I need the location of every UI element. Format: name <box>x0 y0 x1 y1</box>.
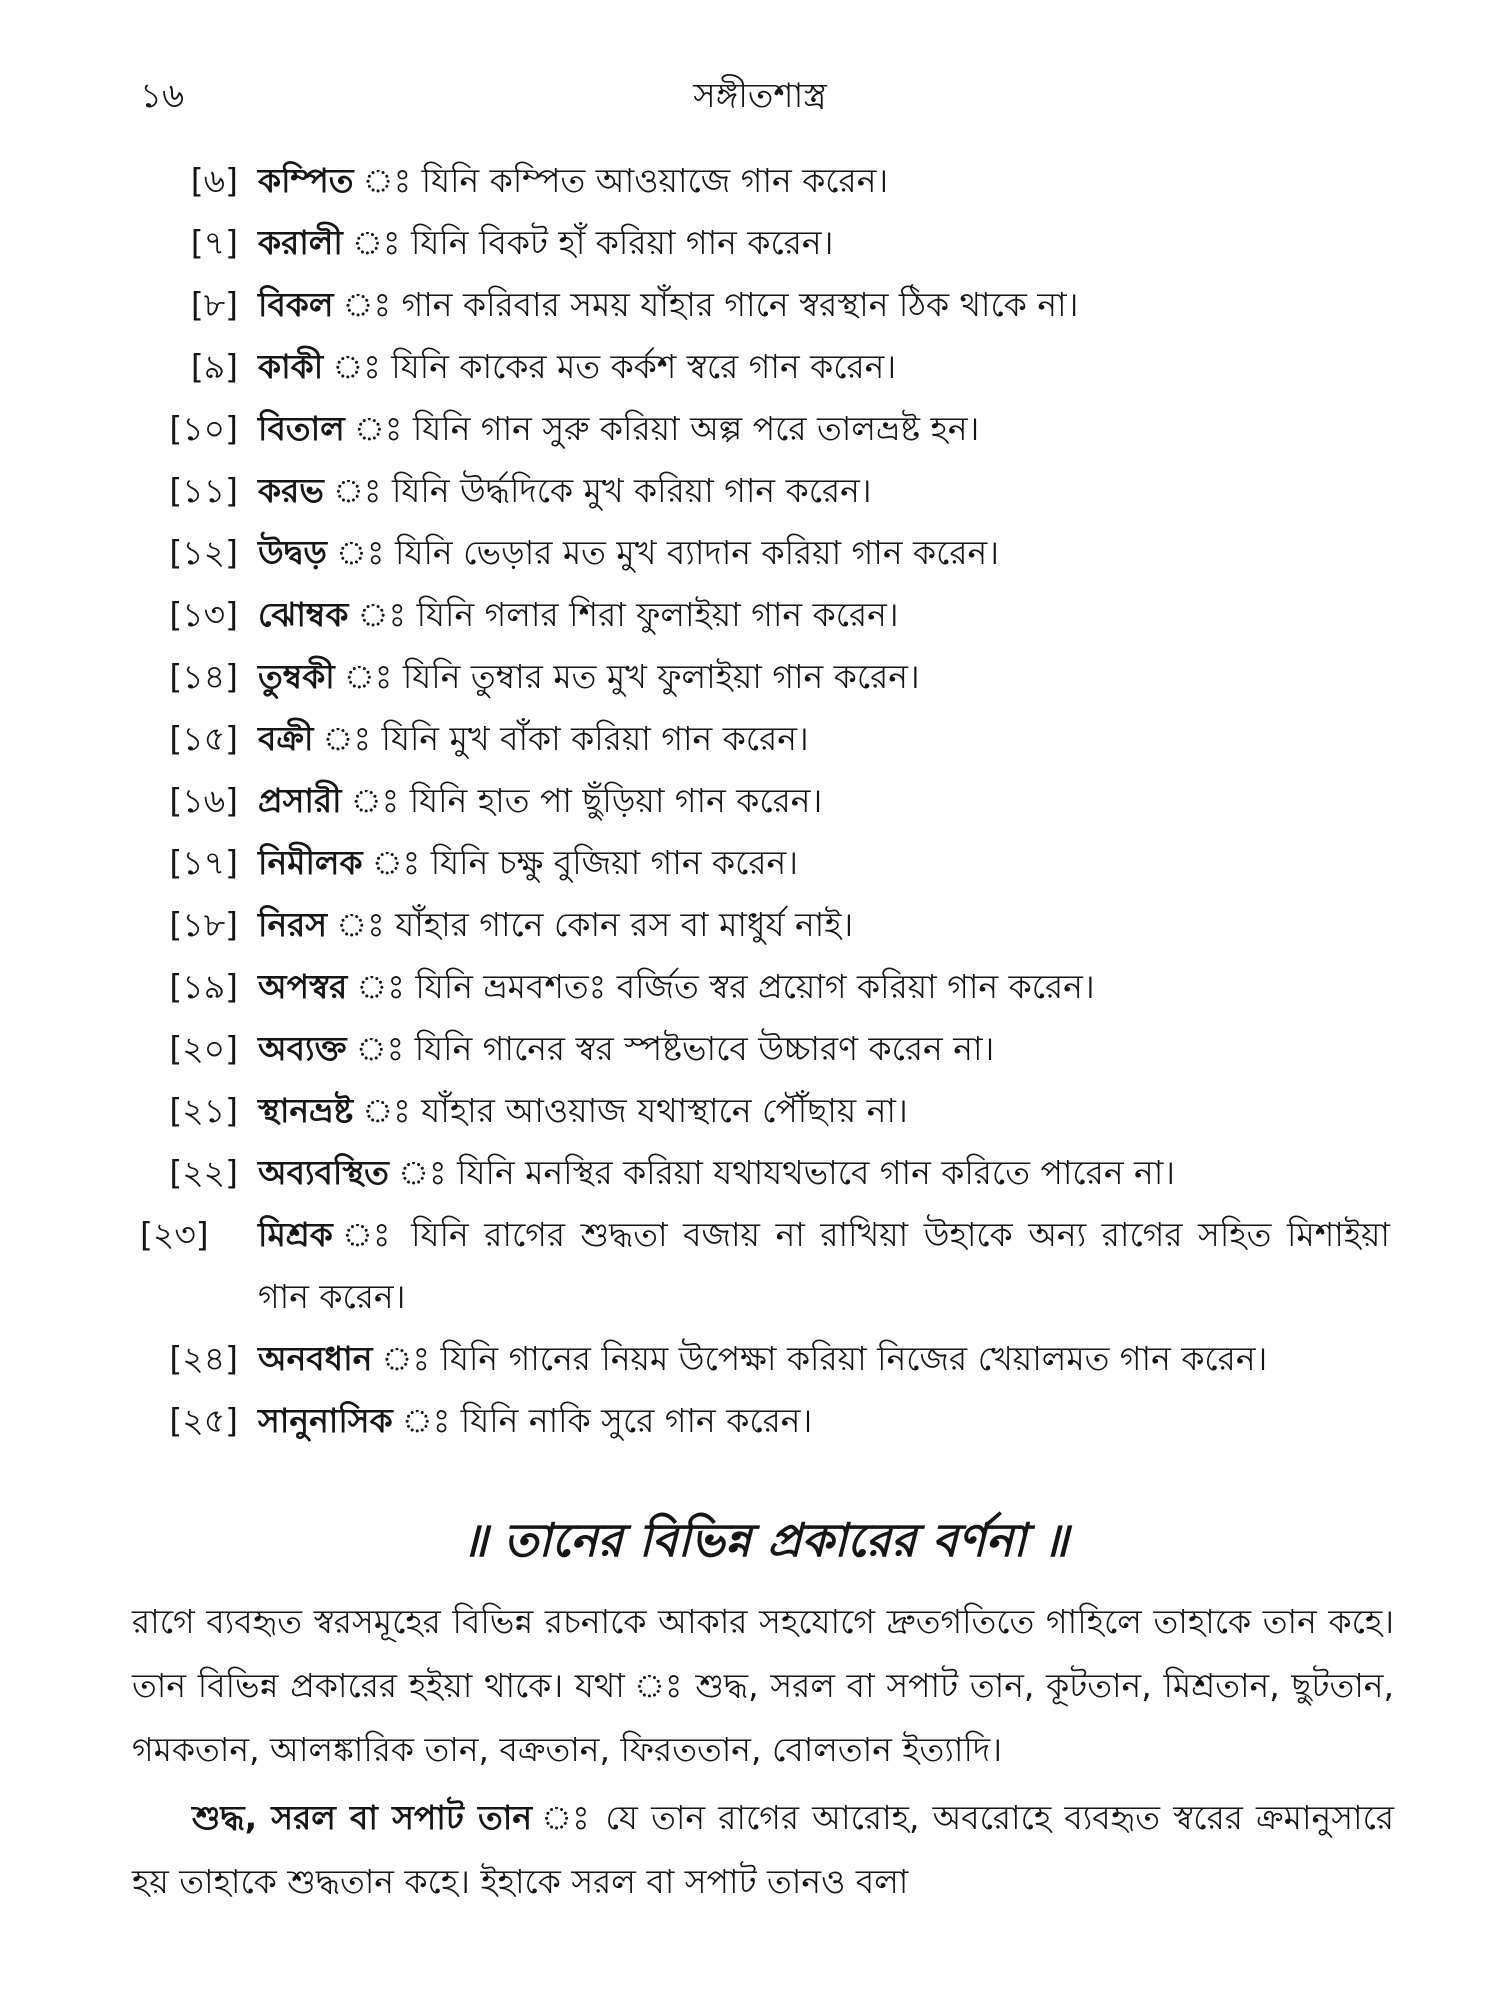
list-item <box>140 398 1390 460</box>
list-item <box>140 894 1390 956</box>
item-number: [১৫] <box>169 719 238 758</box>
page-header <box>140 66 1380 126</box>
paragraph-term: শুদ্ধ, সরল বা সপাট তান <box>192 1798 533 1837</box>
item-text: ঃ যিনি তুম্বার মত মুখ ফুলাইয়া গান করেন। <box>334 657 920 696</box>
list-item <box>140 1080 1390 1142</box>
item-number: [৯] <box>190 347 238 386</box>
item-number: [৬] <box>190 161 238 200</box>
list-item <box>140 1328 1390 1390</box>
list-item <box>140 770 1390 832</box>
item-text: ঃ যিনি ভ্রমবশতঃ বর্জিত স্বর প্রয়োগ করিয়া গান করেন। <box>347 967 1095 1006</box>
item-term: ঝোম্বক <box>258 595 349 634</box>
item-number: [১৪] <box>169 657 238 696</box>
item-number: [১৩] <box>169 595 238 634</box>
item-term: কাকী <box>258 347 324 386</box>
list-item <box>140 1204 1390 1328</box>
item-text: ঃ যিনি কাকের মত কর্কশ স্বরে গান করেন। <box>323 347 897 386</box>
list-item <box>140 1018 1390 1080</box>
item-text: ঃ যিনি গানের স্বর স্পষ্টভাবে উচ্চারণ করেন না। <box>346 1029 995 1068</box>
list-item <box>140 646 1390 708</box>
item-term: বক্রী <box>258 719 314 758</box>
paragraph-text: ঃ যে তান রাগের আরোহ, অবরোহে ব্যবহৃত স্বরের ক্রমানুসারে হয় তাহাকে শুদ্ধতান কহে। ইহাকে সরল বা সপাট তানও বলা <box>132 1798 1395 1901</box>
list-item <box>140 832 1390 894</box>
item-term: বিকল <box>258 285 334 324</box>
item-term: বিতাল <box>258 409 345 448</box>
item-number: [২৫] <box>169 1401 238 1440</box>
item-term: অব্যবস্থিত <box>258 1153 389 1192</box>
item-number: [২২] <box>169 1153 238 1192</box>
list-item <box>140 956 1390 1018</box>
list-item <box>140 708 1390 770</box>
item-text: ঃ যিনি নাকি সুরে গান করেন। <box>392 1401 813 1440</box>
item-text: ঃ যিনি রাগের শুদ্ধতা বজায় না রাখিয়া উহাকে অন্য রাগের সহিত মিশাইয়া গান করেন। <box>258 1215 1390 1316</box>
item-term: নিরস <box>258 905 328 944</box>
list-item <box>140 1390 1390 1452</box>
item-term: কম্পিত <box>258 161 354 200</box>
item-text: ঃ যিনি গলার শিরা ফুলাইয়া গান করেন। <box>348 595 899 634</box>
paragraph: রাগে ব্যবহৃত স্বরসমূহের বিভিন্ন রচনাকে আকার সহযোগে দ্রুতগতিতে গাহিলে তাহাকে তান কহে। তান বিভিন্ন প্রকারের হইয়া থাকে। যথা ঃ শুদ্ধ, সরল বা সপাট তান, কূটতান, মিশ্রতান, ছুটতান, গমকতান, আলঙ্কারিক তান, বক্রতান, ফিরততান, বোলতান ইত্যাদি। <box>132 1602 1394 1769</box>
item-term: অনবধান <box>258 1339 373 1378</box>
item-text: ঃ যিনি উর্দ্ধদিকে মুখ করিয়া গান করেন। <box>323 471 872 510</box>
item-text: ঃ যিনি কম্পিত আওয়াজে গান করেন। <box>353 161 889 200</box>
item-term: উদ্বড় <box>258 533 327 572</box>
item-text: ঃ যিনি মুখ বাঁকা করিয়া গান করেন। <box>313 719 809 758</box>
item-number: [১৭] <box>169 843 238 882</box>
item-text: ঃ যিনি গান সুরু করিয়া অল্প পরে তালভ্রষ্ট হন। <box>344 409 980 448</box>
item-text: ঃ যিনি বিকট হাঁ করিয়া গান করেন। <box>342 223 834 262</box>
item-text: ঃ যিনি হাত পা ছুঁড়িয়া গান করেন। <box>341 781 823 820</box>
item-text: ঃ যাঁহার গানে কোন রস বা মাধুর্য নাই। <box>327 905 854 944</box>
list-item <box>140 522 1390 584</box>
item-number: [১০] <box>169 409 238 448</box>
item-term: করালী <box>258 223 343 262</box>
list-item <box>140 460 1390 522</box>
item-term: তুম্বকী <box>258 657 335 696</box>
item-text: ঃ যাঁহার আওয়াজ যথাস্থানে পৌঁছায় না। <box>353 1091 908 1130</box>
item-term: স্থানভ্রষ্ট <box>258 1091 354 1130</box>
item-number: [২৩] <box>140 1215 209 1254</box>
paragraph <box>132 1786 1394 1914</box>
item-number: [১২] <box>169 533 238 572</box>
item-text: ঃ যিনি মনস্থির করিয়া যথাযথভাবে গান করিতে পারেন না। <box>388 1153 1176 1192</box>
page-number: ১৬ <box>140 76 185 116</box>
item-term: অপস্বর <box>258 967 348 1006</box>
item-text: ঃ গান করিবার সময় যাঁহার গানে স্বরস্থান ঠিক থাকে না। <box>333 285 1079 324</box>
item-term: প্রসারী <box>258 781 342 820</box>
item-number: [১৬] <box>169 781 238 820</box>
item-number: [২০] <box>169 1029 238 1068</box>
item-number: [১৮] <box>169 905 238 944</box>
item-number: [৭] <box>190 223 238 262</box>
list-item <box>140 212 1390 274</box>
list-item <box>140 336 1390 398</box>
item-text: ঃ যিনি গানের নিয়ম উপেক্ষা করিয়া নিজের খেয়ালমত গান করেন। <box>372 1339 1268 1378</box>
section-heading: ॥ তানের বিভিন্ন প্রকারের বর্ণনা ॥ <box>461 1513 1069 1567</box>
list-item <box>140 274 1390 336</box>
singer-faults-list <box>140 150 1390 1452</box>
item-number: [১১] <box>169 471 238 510</box>
item-term: নিমীলক <box>258 843 363 882</box>
item-number: [৮] <box>190 285 238 324</box>
item-number: [২১] <box>169 1091 238 1130</box>
item-text: ঃ যিনি ভেড়ার মত মুখ ব্যাদান করিয়া গান করেন। <box>326 533 1000 572</box>
item-number: [১৯] <box>169 967 238 1006</box>
list-item <box>140 1142 1390 1204</box>
running-title: সঙ্গীতশাস্ত্র <box>693 76 827 116</box>
item-term: মিশ্রক <box>258 1215 333 1254</box>
item-term: করভ <box>258 471 324 510</box>
section-body <box>132 1590 1394 1918</box>
item-text: ঃ যিনি চক্ষু বুজিয়া গান করেন। <box>362 843 799 882</box>
item-term: সানুনাসিক <box>258 1401 393 1440</box>
item-term: অব্যক্ত <box>258 1029 347 1068</box>
list-item <box>140 584 1390 646</box>
list-item <box>140 150 1390 212</box>
item-number: [২৪] <box>169 1339 238 1378</box>
